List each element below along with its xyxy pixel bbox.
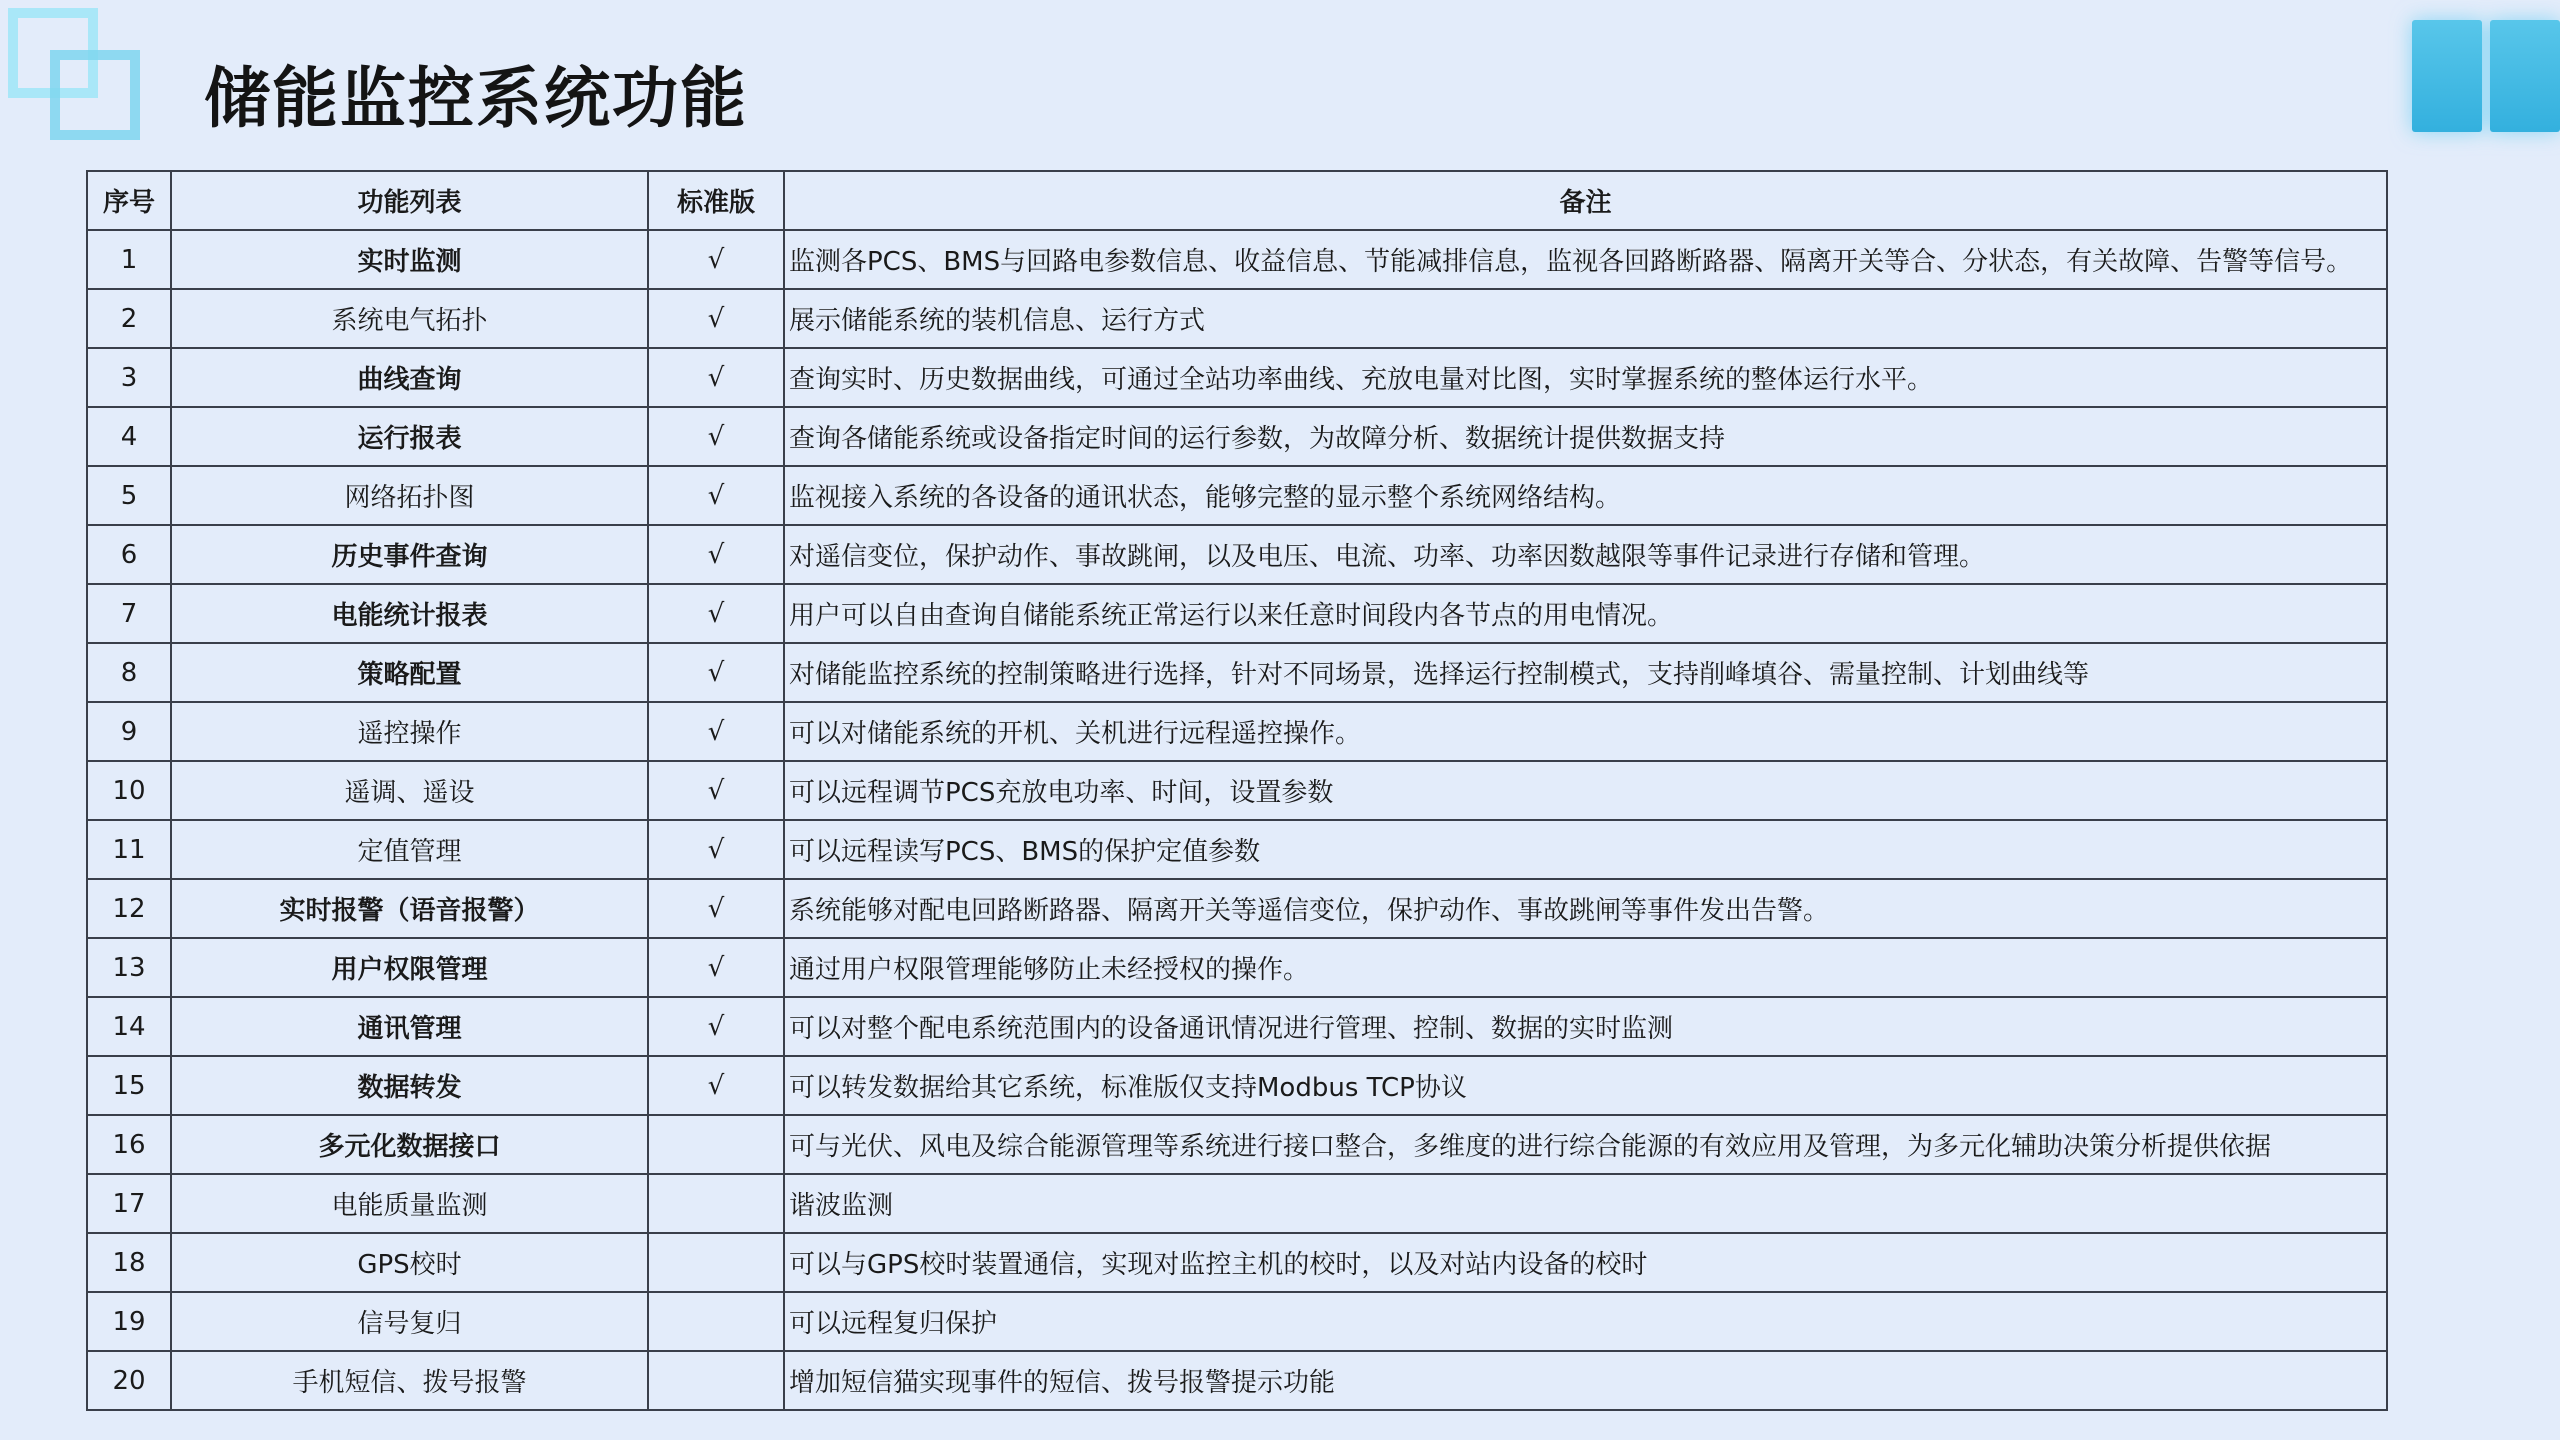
cell-function: 定值管理 bbox=[171, 820, 648, 879]
cell-standard: √ bbox=[648, 997, 784, 1056]
cell-function: 历史事件查询 bbox=[171, 525, 648, 584]
cell-function: 网络拓扑图 bbox=[171, 466, 648, 525]
cell-no: 6 bbox=[87, 525, 171, 584]
cell-note: 监视接入系统的各设备的通讯状态，能够完整的显示整个系统网络结构。 bbox=[784, 466, 2387, 525]
cell-no: 11 bbox=[87, 820, 171, 879]
cell-note: 可以远程复归保护 bbox=[784, 1292, 2387, 1351]
cell-note: 谐波监测 bbox=[784, 1174, 2387, 1233]
header-function: 功能列表 bbox=[171, 171, 648, 230]
decorative-squares bbox=[8, 8, 148, 148]
table-row bbox=[87, 938, 2387, 997]
cell-standard: √ bbox=[648, 938, 784, 997]
cell-function: 手机短信、拨号报警 bbox=[171, 1351, 648, 1410]
cell-standard: √ bbox=[648, 820, 784, 879]
cell-note: 展示储能系统的装机信息、运行方式 bbox=[784, 289, 2387, 348]
cell-function: GPS校时 bbox=[171, 1233, 648, 1292]
cell-function: 曲线查询 bbox=[171, 348, 648, 407]
table-row bbox=[87, 643, 2387, 702]
cell-standard: √ bbox=[648, 407, 784, 466]
cell-note: 通过用户权限管理能够防止未经授权的操作。 bbox=[784, 938, 2387, 997]
cell-function: 策略配置 bbox=[171, 643, 648, 702]
decorative-corner-blocks bbox=[2412, 20, 2560, 132]
decor-square-outline bbox=[50, 50, 140, 140]
cell-note: 查询各储能系统或设备指定时间的运行参数，为故障分析、数据统计提供数据支持 bbox=[784, 407, 2387, 466]
cell-no: 13 bbox=[87, 938, 171, 997]
cell-standard: √ bbox=[648, 702, 784, 761]
table-row bbox=[87, 1115, 2387, 1174]
table-row bbox=[87, 1056, 2387, 1115]
cell-note: 可以对整个配电系统范围内的设备通讯情况进行管理、控制、数据的实时监测 bbox=[784, 997, 2387, 1056]
cell-standard: √ bbox=[648, 348, 784, 407]
cell-note: 查询实时、历史数据曲线，可通过全站功率曲线、充放电量对比图，实时掌握系统的整体运行水平。 bbox=[784, 348, 2387, 407]
table-row bbox=[87, 1351, 2387, 1410]
header-no: 序号 bbox=[87, 171, 171, 230]
cell-function: 数据转发 bbox=[171, 1056, 648, 1115]
table-row bbox=[87, 584, 2387, 643]
cell-note: 监测各PCS、BMS与回路电参数信息、收益信息、节能减排信息，监视各回路断路器、隔离开关等合、分状态，有关故障、告警等信号。 bbox=[784, 230, 2387, 289]
cell-no: 10 bbox=[87, 761, 171, 820]
table-row bbox=[87, 466, 2387, 525]
table-row bbox=[87, 230, 2387, 289]
cell-note: 可以远程调节PCS充放电功率、时间，设置参数 bbox=[784, 761, 2387, 820]
cell-standard bbox=[648, 1351, 784, 1410]
cell-function: 遥调、遥设 bbox=[171, 761, 648, 820]
cell-note: 可以转发数据给其它系统，标准版仅支持Modbus TCP协议 bbox=[784, 1056, 2387, 1115]
cell-standard: √ bbox=[648, 761, 784, 820]
cell-function: 实时报警（语音报警） bbox=[171, 879, 648, 938]
table-row bbox=[87, 820, 2387, 879]
cell-no: 16 bbox=[87, 1115, 171, 1174]
table-row bbox=[87, 879, 2387, 938]
cell-note: 可与光伏、风电及综合能源管理等系统进行接口整合，多维度的进行综合能源的有效应用及管理，为多元化辅助决策分析提供依据 bbox=[784, 1115, 2387, 1174]
cell-function: 系统电气拓扑 bbox=[171, 289, 648, 348]
cell-function: 电能统计报表 bbox=[171, 584, 648, 643]
cell-no: 15 bbox=[87, 1056, 171, 1115]
cell-note: 可以与GPS校时装置通信，实现对监控主机的校时，以及对站内设备的校时 bbox=[784, 1233, 2387, 1292]
cell-no: 1 bbox=[87, 230, 171, 289]
table-row bbox=[87, 525, 2387, 584]
cell-no: 7 bbox=[87, 584, 171, 643]
cell-standard: √ bbox=[648, 1056, 784, 1115]
cell-no: 20 bbox=[87, 1351, 171, 1410]
table-row bbox=[87, 1174, 2387, 1233]
header-note: 备注 bbox=[784, 171, 2387, 230]
table-row bbox=[87, 289, 2387, 348]
table-row bbox=[87, 761, 2387, 820]
function-table bbox=[86, 170, 2388, 1411]
cell-no: 17 bbox=[87, 1174, 171, 1233]
cell-function: 多元化数据接口 bbox=[171, 1115, 648, 1174]
cell-no: 14 bbox=[87, 997, 171, 1056]
table-body bbox=[87, 230, 2387, 1410]
table-row bbox=[87, 348, 2387, 407]
cell-no: 18 bbox=[87, 1233, 171, 1292]
decor-block bbox=[2490, 20, 2560, 132]
cell-standard: √ bbox=[648, 879, 784, 938]
cell-no: 19 bbox=[87, 1292, 171, 1351]
cell-no: 3 bbox=[87, 348, 171, 407]
cell-note: 对储能监控系统的控制策略进行选择，针对不同场景，选择运行控制模式，支持削峰填谷、需量控制、计划曲线等 bbox=[784, 643, 2387, 702]
cell-note: 系统能够对配电回路断路器、隔离开关等遥信变位，保护动作、事故跳闸等事件发出告警。 bbox=[784, 879, 2387, 938]
cell-standard: √ bbox=[648, 289, 784, 348]
cell-standard: √ bbox=[648, 466, 784, 525]
table-row bbox=[87, 702, 2387, 761]
table-header-row bbox=[87, 171, 2387, 230]
cell-standard: √ bbox=[648, 525, 784, 584]
cell-standard bbox=[648, 1115, 784, 1174]
cell-function: 遥控操作 bbox=[171, 702, 648, 761]
cell-function: 信号复归 bbox=[171, 1292, 648, 1351]
cell-no: 9 bbox=[87, 702, 171, 761]
cell-note: 对遥信变位，保护动作、事故跳闸，以及电压、电流、功率、功率因数越限等事件记录进行存储和管理。 bbox=[784, 525, 2387, 584]
cell-no: 4 bbox=[87, 407, 171, 466]
cell-no: 5 bbox=[87, 466, 171, 525]
cell-function: 实时监测 bbox=[171, 230, 648, 289]
cell-standard: √ bbox=[648, 643, 784, 702]
cell-standard bbox=[648, 1233, 784, 1292]
cell-no: 8 bbox=[87, 643, 171, 702]
cell-standard bbox=[648, 1292, 784, 1351]
header-standard: 标准版 bbox=[648, 171, 784, 230]
cell-function: 运行报表 bbox=[171, 407, 648, 466]
table-row bbox=[87, 1233, 2387, 1292]
table-row bbox=[87, 997, 2387, 1056]
cell-function: 电能质量监测 bbox=[171, 1174, 648, 1233]
cell-note: 用户可以自由查询自储能系统正常运行以来任意时间段内各节点的用电情况。 bbox=[784, 584, 2387, 643]
cell-note: 可以远程读写PCS、BMS的保护定值参数 bbox=[784, 820, 2387, 879]
page-title: 储能监控系统功能 bbox=[204, 60, 748, 137]
decor-block bbox=[2412, 20, 2482, 132]
cell-standard bbox=[648, 1174, 784, 1233]
cell-standard: √ bbox=[648, 230, 784, 289]
cell-function: 用户权限管理 bbox=[171, 938, 648, 997]
table-row bbox=[87, 1292, 2387, 1351]
cell-standard: √ bbox=[648, 584, 784, 643]
cell-no: 2 bbox=[87, 289, 171, 348]
cell-no: 12 bbox=[87, 879, 171, 938]
function-table-container bbox=[86, 170, 2386, 1411]
cell-note: 增加短信猫实现事件的短信、拨号报警提示功能 bbox=[784, 1351, 2387, 1410]
cell-note: 可以对储能系统的开机、关机进行远程遥控操作。 bbox=[784, 702, 2387, 761]
cell-function: 通讯管理 bbox=[171, 997, 648, 1056]
table-row bbox=[87, 407, 2387, 466]
